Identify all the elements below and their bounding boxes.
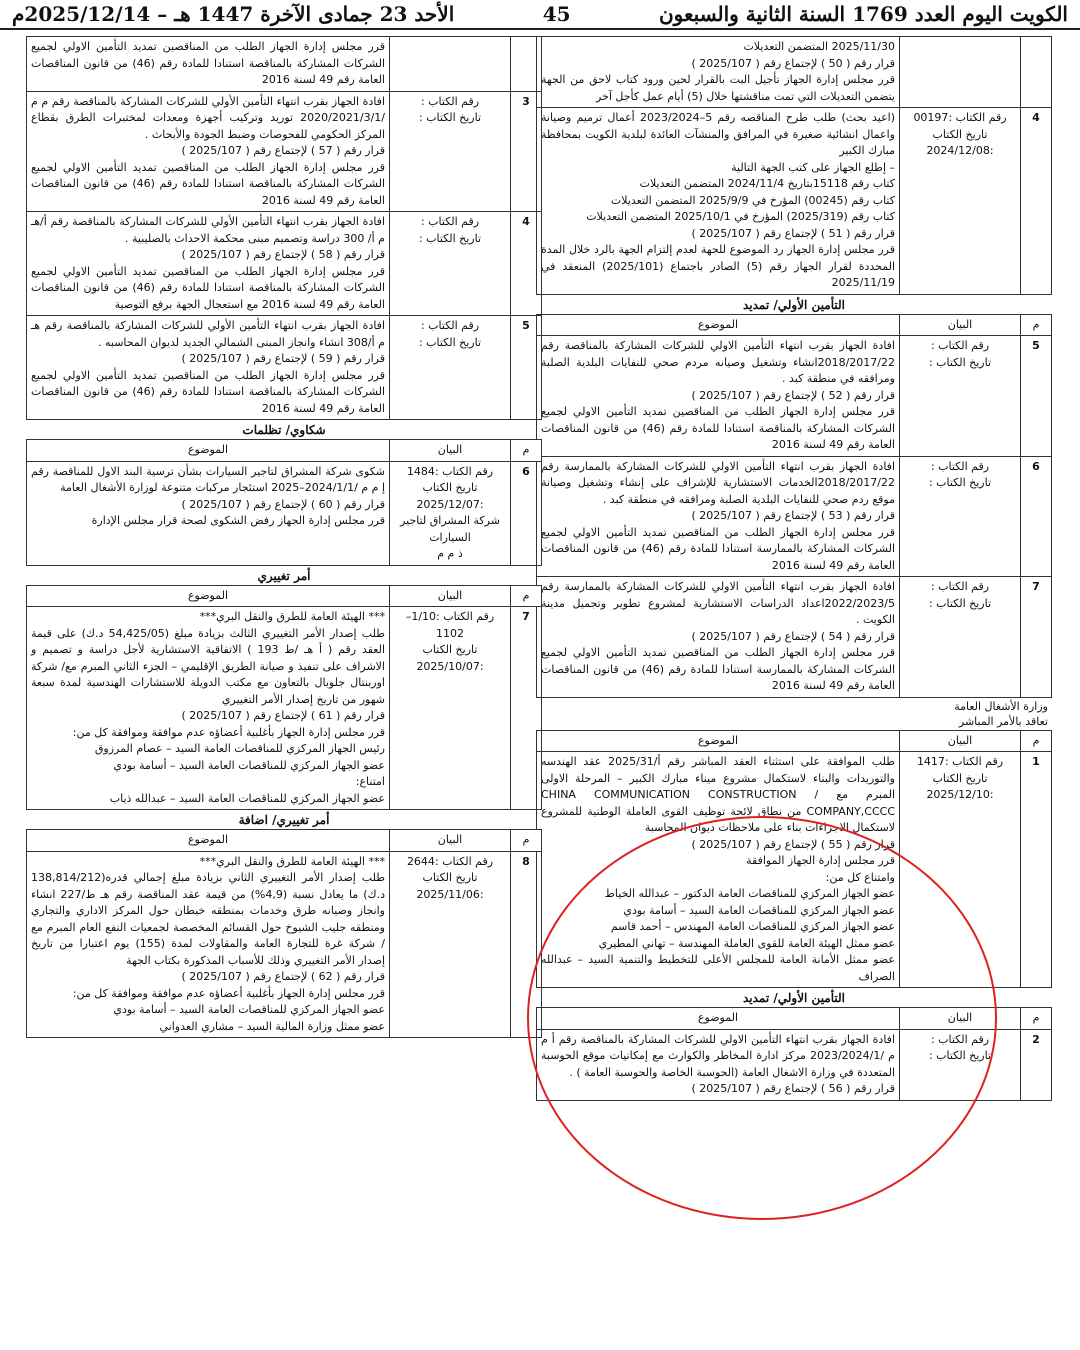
table-row: 7 رقم الكتاب :1/10–1102 تاريخ الكتاب :2025/10/07 *** الهيئة العامة للطرق والنقل البري*** طلب إصدار الأمر التغييري الثالث بزيادة مبلغ (54,425/05 د.ك) على قيمة العقد رقم ( أ هـ /ط 193 ) الاتفاقية الاستشارية لأجل دراسة و تصميم و الاشراف على تنفيذ و صيانة الطريق الإقليمي – الجزء الثاني المبرم مع/ شركة اوربنتال جلوبال بالتعاون مع مكتب الدويلة للاستشارات الهندسية لمدة سبعة شهور من تاريخ إصدار الأمر التغييري قرار رقم ( 61 ) لإجتماع رقم ( 2025/107 ) قرر مجلس إدارة الجهاز بأغلبية أعضاؤه عدم موافقة وموافقة كل من: رئيس الجهاز المركزي للمناقصات العامة السيد – عصام المرزوق عضو الجهاز المركزي للمناقصات العامة السيد – أسامة بودي امتناع: عضو الجهاز المركزي للمناقصات العامة السيد – عبدالله ذياب bbox=[27, 607, 542, 810]
table-header: م البيان الموضوع bbox=[27, 440, 542, 462]
section-title: أمر تغييري/ اضافة bbox=[238, 813, 330, 827]
table-row: 4 رقم الكتاب : تاريخ الكتاب : افادة الجهاز بقرب انتهاء التأمين الأولي للشركات المشاركة بالمناقصة رقم أ/هـ م أ/ 300 دراسة وتصميم مبنى محكمة الاحداث بالصليبية . قرار رقم ( 58 ) لإجتماع رقم ( 2025/107 ) قرر مجلس إدارة الجهاز الطلب من المناقصين تمديد التأمين الاولي لجميع الشركات المشاركة بالمناقصة استنادا للمادة رقم (46) من قانون المناقصات العامة رقم 49 لسنة 2016 مع استعجال الجهة برفع التوصية bbox=[27, 212, 542, 316]
left-table-3 bbox=[26, 585, 542, 811]
table-row: 7 رقم الكتاب : تاريخ الكتاب : افادة الجهاز بقرب انتهاء التأمين الاولي للشركات المشاركة بالممارسة رقم 2022/2023/5اعداد الدراسات الاستشارية لمشروع تطوير وتجميل مدينة الكويت . قرار رقم ( 54 ) لإجتماع رقم ( 2025/107 ) قرر مجلس إدارة الجهاز الطلب من المناقصين تمديد التأمين الاولي لجميع الشركات المشاركة بالممارسة استنادا للمادة رقم (46) من قانون المناقصات العامة رقم 49 لسنة 2016 bbox=[537, 577, 1052, 698]
table-row: 5 رقم الكتاب : تاريخ الكتاب : افادة الجهاز بقرب انتهاء التأمين الاولي للشركات المشاركة بالمناقصة رقم 2018/2017/22انشاء وتشغيل وصيانه مردم صحي للنفايات البلدية الصلبة ومرافقه في منطقة كبد . قرار رقم ( 52 ) لإجتماع رقم ( 2025/107 ) قرر مجلس إدارة الجهاز الطلب من المناقصين تمديد التأمين الاولي لجميع الشركات المشاركة بالمناقصة استنادا للمادة رقم (46) من قانون المناقصات العامة رقم 49 لسنة 2016 bbox=[537, 336, 1052, 457]
section-title: التأمين الأولي/ تمديد bbox=[742, 991, 846, 1005]
left-table-2 bbox=[26, 439, 542, 566]
header-date: الأحد 23 جمادى الآخرة 1447 هـ – 2025/12/14م bbox=[12, 2, 455, 26]
header-page-number: 45 bbox=[542, 2, 571, 26]
table-row: 8 رقم الكتاب :2644 تاريخ الكتاب :2025/11/06 *** الهيئة العامة للطرق والنقل البري*** طلب إصدار الأمر التغييري الثاني بزيادة مبلغ إجمالي قدره(138,814/212 د.ك) ما يعادل نسبة (4,9%) من قيمة عقد المناقصة رقم هـ ط/227 انشاء وانجاز وصيانه طرق وخدمات بمنطقه خيطان حول المركز الاداري والتجاري ومنطقه جليب الشيوخ حول القسائم المخصصة لجمعيات النفع العام المبرم مع / شركة غرة للتجارة العامة والمقاولات لمدة (155) يوم اعتبارا من تاريخ إصدار الأمر التغييري وذلك للأسباب المذكورة بكتاب الجهة قرار رقم ( 62 ) لإجتماع رقم ( 2025/107 ) قرر مجلس إدارة الجهاز بأغلبية أعضاؤه عدم موافقة وموافقة كل من: عضو الجهاز المركزي للمناقصات العامة السيد – أسامة بودي عضو ممثل وزارة المالية السيد – مشاري العدواني bbox=[27, 851, 542, 1038]
table-row bbox=[537, 37, 1052, 108]
right-table-2 bbox=[536, 730, 1052, 989]
page-header bbox=[0, 0, 1080, 30]
table-header: م البيان الموضوع bbox=[537, 730, 1052, 752]
left-column bbox=[26, 36, 542, 1038]
ministry-label: وزارة الأشغال العامة bbox=[954, 699, 1048, 713]
table-row bbox=[537, 108, 1052, 295]
row-info: رقم الكتاب :00197 تاريخ الكتاب :2024/12/08 bbox=[900, 108, 1021, 295]
table-row: 6 رقم الكتاب : تاريخ الكتاب : افادة الجهاز بقرب انتهاء التأمين الاولي للشركات المشاركة بالممارسة رقم 2018/2017/22الخدمات الاستشارية للإشراف على إنشاء وتشغيل وصيانة موقع ردم صحي للنفايات البلدية الصلبة ومرافقه في منطقة كبد . قرار رقم ( 53 ) لإجتماع رقم ( 2025/107 ) قرر مجلس إدارة الجهاز الطلب من المناقصين تمديد التأمين الاولي لجميع الشركات المشاركة بالممارسة استنادا للمادة رقم (46) من قانون المناقصات العامة رقم 49 لسنة 2016 bbox=[537, 456, 1052, 577]
table-row: 1 رقم الكتاب :1417 تاريخ الكتاب :2025/12/10 طلب الموافقة على استثناء العقد المباشر رقم أ/2025/31 عقد الهندسه والتوريدات والبناء لاستكمال مشروع ميناء مبارك الكبير – المرحلة الاولى المبرم مع / CHINA COMMUNICATION CONSTRUCTION COMPANY,CCCC من نطاق لائحة توظيف القوى العاملة الوطنية للمشروع لاستكمال الاجراءات بناء على ملاحظات ديوان المحاسبة قرار رقم ( 55 ) لإجتماع رقم ( 2025/107 ) قرر مجلس إدارة الجهاز الموافقة وامتناع كل من: عضو الجهاز المركزي للمناقصات العامة الدكتور – عبدالله الخياط عضو الجهاز المركزي للمناقصات العامة السيد – أسامة بودي عضو الجهاز المركزي للمناقصات العامة المهندس – أحمد قاسم عضو ممثل الهيئة العامة للقوى العاملة المهندسة – تهاني المطيري عضو ممثل الأمانة العامة للمجلس الأعلى للتخطيط والتنمية السيد – عبدالله الصراف bbox=[537, 752, 1052, 988]
left-table-4 bbox=[26, 829, 542, 1038]
table-row: 3 رقم الكتاب : تاريخ الكتاب : افادة الجهاز بقرب انتهاء التأمين الأولي للشركات المشاركة بالمناقصة رقم م م /2020/2021/3/1 توريد وتركيب أجهزة ومعدات لمختبرات الطرق بقطاع المركز الحكومي للفحوصات وضبط الجودة والأبحاث . قرار رقم ( 57 ) لإجتماع رقم ( 2025/107 ) قرر مجلس إدارة الجهاز الطلب من المناقصين تمديد التأمين الاولي لجميع الشركات المشاركة بالمناقصة استنادا للمادة رقم (46) من قانون المناقصات العامة رقم 49 لسنة 2016 bbox=[27, 91, 542, 212]
table-row: قرر مجلس إدارة الجهاز الطلب من المناقصين تمديد التأمين الاولي لجميع الشركات المشاركة بالمناقصة استنادا للمادة رقم (46) من قانون المناقصات العامة رقم 49 لسنة 2016 bbox=[27, 37, 542, 92]
row-number: 4 bbox=[1021, 108, 1052, 295]
table-header: م البيان الموضوع bbox=[537, 1008, 1052, 1030]
section-title: التأمين الأولي/ تمديد bbox=[742, 297, 846, 312]
right-table-1 bbox=[536, 314, 1052, 698]
row-subject: (اعيد بحث) طلب طرح المناقصه رقم 5–2023/2024 أعمال ترميم وصيانة واعمال انشائية صغيرة في المرافق والمنشآت العائدة لبلدية الكويت بمحافظة مبارك الكبير – إطلع الجهاز على كتب الجهة التالية كتاب رقم 15118بتاريخ 2024/11/4 المتضمن التعديلات كتاب رقم (00245) المؤرخ في 2025/9/9 المتضمن التعديلات كتاب رقم (2025/319) المؤرخ في 2025/10/1 المتضمن التعديلات قرار رقم ( 51 ) لإجتماع رقم ( 2025/107 ) قرر مجلس إدارة الجهاز رد الموضوع للجهة لعدم إلتزام الجهة بالرد خلال المدة المحددة لقرار الجهاز رقم (5) الصادر باجتماع (2025/101) المنعقد في 2025/11/19 bbox=[537, 108, 900, 295]
table-row: 6 رقم الكتاب :1484 تاريخ الكتاب :2025/12/07 شركة المشراق لتاجير السيارات ذ م م شكوى شركة المشراق لتاجير السيارات بشأن ترسية البند الاول للمناقصة رقم إ م م /2024/1/1–2025 استئجار مركبات متنوعة لوزارة الأشغال العامة قرار رقم ( 60 ) لإجتماع رقم ( 2025/107 ) قرر مجلس إدارة الجهاز رفض الشكوى لصحة قرار مجلس الإدارة bbox=[27, 461, 542, 565]
section-title: شكاوي/ تظلمات bbox=[242, 423, 326, 437]
header-issue: الكويت اليوم العدد 1769 السنة الثانية والسبعون bbox=[658, 2, 1068, 26]
row-subject: 2025/11/30 المتضمن التعديلات قرار رقم ( 50 ) لإجتماع رقم ( 2025/107 ) قرر مجلس إدارة الجهاز تأجيل البت بالقرار لحين ورود كتاب لاحق من الجهة يتضمن التعديلات التي تمت مناقشتها خلال (5) أيام عمل كأجل آخر bbox=[537, 37, 900, 108]
section-title: أمر تغييري bbox=[257, 568, 311, 583]
table-header: م البيان الموضوع bbox=[537, 314, 1052, 336]
table-row: 2 رقم الكتاب : تاريخ الكتاب : افادة الجهاز بقرب انتهاء التأمين الاولي للشركات المشاركة بالمناقصة رقم أ م م /2023/2024/1 مركز ادارة المخاطر والكوارث مع إمكانيات موقع الحوسبة المتعددة في وزارة الاشغال العامة (الحوسبة الخاصة والحوسبة العامة ) . قرار رقم ( 56 ) لإجتماع رقم ( 2025/107 ) bbox=[537, 1029, 1052, 1100]
table-header: م البيان الموضوع bbox=[27, 585, 542, 607]
left-table-1 bbox=[26, 36, 542, 420]
right-table-3 bbox=[536, 1007, 1052, 1101]
table-row: 5 رقم الكتاب : تاريخ الكتاب : افادة الجهاز بقرب انتهاء التأمين الأولي للشركات المشاركة بالمناقصة رقم هـ م أ/308 انشاء وانجاز المبنى الشمالي الجديد لديوان المحاسبه . قرار رقم ( 59 ) لإجتماع رقم ( 2025/107 ) قرر مجلس إدارة الجهاز الطلب من المناقصين تمديد التأمين الاولي لجميع الشركات المشاركة بالمناقصة استنادا للمادة رقم (46) من قانون المناقصات العامة رقم 49 لسنة 2016 bbox=[27, 316, 542, 420]
table-header: م البيان الموضوع bbox=[27, 830, 542, 852]
right-top-table bbox=[536, 36, 1052, 295]
right-column bbox=[536, 36, 1052, 1101]
direct-contract-label: تعاقد بالأمر المباشر bbox=[958, 714, 1048, 728]
